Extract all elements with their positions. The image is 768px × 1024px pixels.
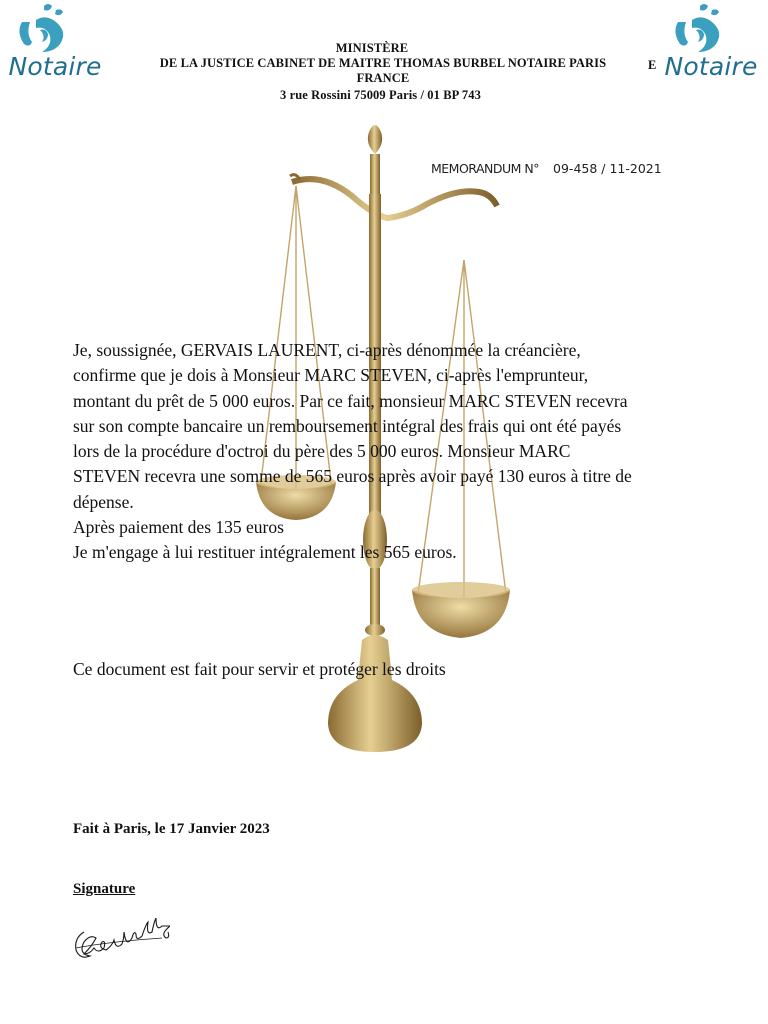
document-header: [110, 41, 656, 103]
closing-statement: Ce document est fait pour servir et protéger les droits: [73, 659, 446, 679]
logo-left-text: Notaire: [8, 52, 102, 81]
logo-right-text: Notaire: [664, 52, 758, 81]
header-country: FRANCE: [356, 71, 410, 85]
memorandum-number: 09-458 / 11-2021: [553, 161, 662, 176]
memorandum-label: MEMORANDUM N°: [431, 161, 540, 176]
document-body: [73, 338, 633, 566]
header-cabinet: DE LA JUSTICE CABINET DE MAITRE THOMAS BURBEL NOTAIRE PARIS: [159, 56, 607, 70]
place-date: Fait à Paris, le 17 Janvier 2023: [73, 821, 270, 837]
memorandum-reference: [431, 161, 662, 176]
header-ministry: MINISTÈRE: [335, 41, 409, 55]
handwritten-signature: [70, 918, 170, 970]
header-address: 3 rue Rossini 75009 Paris / 01 BP 743: [280, 88, 481, 102]
body-line-engagement: Je m'engage à lui restituer intégralement les 565 euros.: [73, 542, 457, 563]
notaire-emblem-icon: [652, 0, 762, 60]
body-line-after-payment: Après paiement des 135 euros: [73, 517, 284, 538]
signature-label: Signature: [73, 881, 136, 897]
body-paragraph: Je, soussignée, GERVAIS LAURENT, ci-après dénommée la créancière, confirme que je dois à Monsieur MARC STEVEN, ci-après l'emprunteur, montant du prêt de 5 000 euros. Par ce fait, monsieur MARC STEVEN recevra sur son compte bancaire un remboursement intégral des frais qui ont été payés lors de la procédure d'octroi du père des 5 000 euros. Monsieur MARC STEVEN recevra une somme de 565 euros après avoir payé 130 euros à titre de dépense.: [73, 340, 632, 512]
header-stray-char: E: [648, 58, 657, 72]
notaire-logo-right: [652, 0, 762, 100]
